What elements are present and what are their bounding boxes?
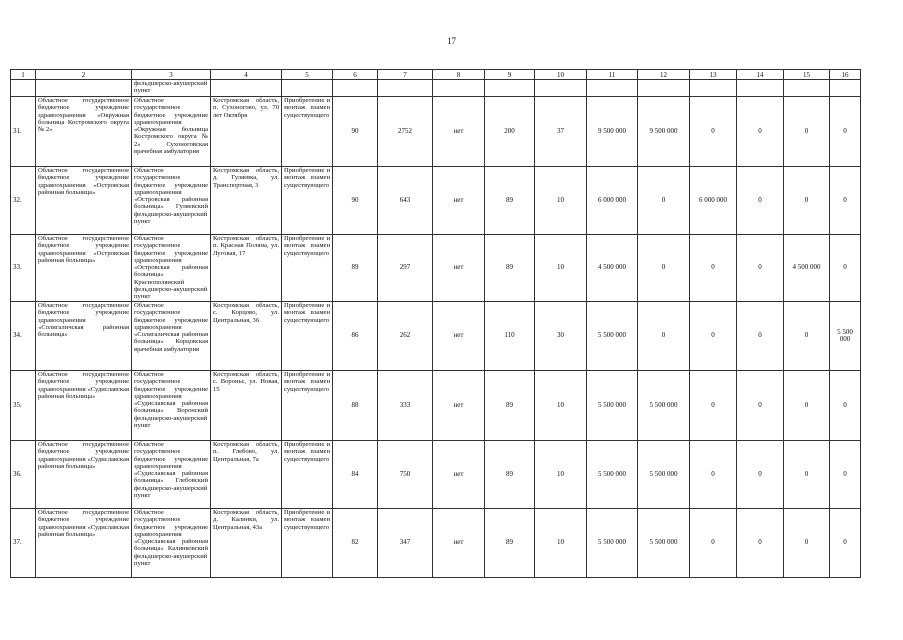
page-number: 17 [447,36,456,46]
cell-c13: 6 000 000 [690,167,737,235]
cell-c12: 5 500 000 [638,441,690,509]
cell-c6: 90 [333,167,378,235]
cell-c13: 0 [690,235,737,302]
organization: Областное государственное бюджетное учреждение здравоохранения «Судиславская районная больница» [36,509,132,578]
cell-c8: нет [433,441,485,509]
facilities-table [10,69,861,578]
address: Костромская область, п. Сухоногово, ул. 70 лет Октября [211,97,282,167]
cell-c12: 0 [638,302,690,371]
cell-c13: 0 [690,441,737,509]
row-index: 37. [11,509,36,578]
organization: Областное государственное бюджетное учреждение здравоохранения «Островская районная больница» [36,235,132,302]
cell-c15: 0 [784,441,830,509]
cell-c15: 0 [784,167,830,235]
cell-c10: 37 [535,97,587,167]
cell-c16: 0 [830,235,861,302]
organization: Областное государственное бюджетное учреждение здравоохранения «Солигаличская районная больница» [36,302,132,371]
cell-c16: 5 500 000 [830,302,861,371]
cell-c16: 0 [830,371,861,441]
column-number-row [11,70,861,80]
cell-c12: 5 500 000 [638,509,690,578]
cell-c6: 89 [333,235,378,302]
facility: Областное государственное бюджетное учреждение здравоохранения «Островская районная больница» Гуляевский фельдшерско-акушерский пункт [132,167,211,235]
column-number: 12 [638,70,690,80]
cell-c10: 10 [535,371,587,441]
work-type: Приобретение и монтаж взамен существующего [282,509,333,578]
cell-c8: нет [433,97,485,167]
cell-c9: 110 [485,302,535,371]
cell-c6: 90 [333,97,378,167]
cell-c14: 0 [737,302,784,371]
organization: Областное государственное бюджетное учреждение здравоохранения «Судиславская районная больница» [36,441,132,509]
cell-c13: 0 [690,302,737,371]
work-type: Приобретение и монтаж взамен существующего [282,441,333,509]
address: Костромская область, п. Красная Поляна, ул. Луговая, 17 [211,235,282,302]
facility: Областное государственное бюджетное учреждение здравоохранения «Судиславская районная больница» Воронский фельдшерско-акушерский пункт [132,371,211,441]
cell-c7: 297 [378,235,433,302]
cell-c12: 0 [638,235,690,302]
cell-c10: 10 [535,235,587,302]
cell-c10: 10 [535,509,587,578]
address: Костромская область, д. Калинки, ул. Центральная, 43а [211,509,282,578]
address: Костромская область, с. Корцово, ул. Центральная, 36 [211,302,282,371]
cell-c14: 0 [737,371,784,441]
cell-c14: 0 [737,509,784,578]
facility: Областное государственное бюджетное учреждение здравоохранения «Солигаличская районная больница» Корцовская врачебная амбулатория [132,302,211,371]
address: Костромская область, п. Глебово, ул. Центральная, 7а [211,441,282,509]
table-row [11,441,861,509]
column-number: 10 [535,70,587,80]
cell-c6: 86 [333,302,378,371]
row-index: 32. [11,167,36,235]
cell-c11: 5 500 000 [587,371,638,441]
organization: Областное государственное бюджетное учреждение здравоохранения «Окружная больница Костромского округа № 2» [36,97,132,167]
work-type: Приобретение и монтаж взамен существующего [282,167,333,235]
table-row [11,235,861,302]
cell-c8: нет [433,167,485,235]
table-row [11,167,861,235]
cell-c14: 0 [737,97,784,167]
continued-text: фельдшерско-акушерский пункт [132,80,211,97]
column-number: 13 [690,70,737,80]
column-number: 9 [485,70,535,80]
cell-c11: 5 500 000 [587,302,638,371]
cell-c9: 89 [485,509,535,578]
cell-c9: 89 [485,167,535,235]
row-index: 31. [11,97,36,167]
cell-c11: 5 500 000 [587,441,638,509]
cell-c13: 0 [690,371,737,441]
cell-c7: 750 [378,441,433,509]
column-number: 4 [211,70,282,80]
cell-c12: 5 500 000 [638,371,690,441]
column-number: 5 [282,70,333,80]
cell-c9: 200 [485,97,535,167]
cell-c8: нет [433,235,485,302]
column-number: 14 [737,70,784,80]
cell-c7: 2752 [378,97,433,167]
table-row [11,302,861,371]
column-number: 16 [830,70,861,80]
column-number: 15 [784,70,830,80]
cell-c11: 6 000 000 [587,167,638,235]
cell-c16: 0 [830,97,861,167]
column-number: 2 [36,70,132,80]
cell-c9: 89 [485,235,535,302]
work-type: Приобретение и монтаж взамен существующего [282,235,333,302]
row-index: 33. [11,235,36,302]
facility: Областное государственное бюджетное учреждение здравоохранения «Судиславская районная больница» Калинковский фельдшерско-акушерский пункт [132,509,211,578]
row-index: 35. [11,371,36,441]
cell-c6: 84 [333,441,378,509]
column-number: 8 [433,70,485,80]
cell-c15: 0 [784,509,830,578]
cell-c14: 0 [737,167,784,235]
organization: Областное государственное бюджетное учреждение здравоохранения «Судиславская районная больница» [36,371,132,441]
cell-c15: 0 [784,97,830,167]
cell-c11: 5 500 000 [587,509,638,578]
cell-c15: 0 [784,302,830,371]
cell-c16: 0 [830,441,861,509]
cell-c14: 0 [737,235,784,302]
cell-c12: 0 [638,167,690,235]
cell-c12: 9 500 000 [638,97,690,167]
cell-c6: 88 [333,371,378,441]
cell-c15: 4 500 000 [784,235,830,302]
cell-c9: 89 [485,371,535,441]
row-index: 34. [11,302,36,371]
row-index: 36. [11,441,36,509]
cell-c7: 333 [378,371,433,441]
address: Костромская область, д. Гуляевка, ул. Транспортная, 3 [211,167,282,235]
cell-c14: 0 [737,441,784,509]
work-type: Приобретение и монтаж взамен существующего [282,302,333,371]
column-number: 1 [11,70,36,80]
table-row [11,97,861,167]
work-type: Приобретение и монтаж взамен существующего [282,97,333,167]
cell-c11: 9 500 000 [587,97,638,167]
cell-c8: нет [433,302,485,371]
column-number: 7 [378,70,433,80]
cell-c8: нет [433,509,485,578]
cell-c10: 30 [535,302,587,371]
cell-c7: 347 [378,509,433,578]
cell-c13: 0 [690,97,737,167]
work-type: Приобретение и монтаж взамен существующего [282,371,333,441]
organization: Областное государственное бюджетное учреждение здравоохранения «Островская районная больница» [36,167,132,235]
column-number: 6 [333,70,378,80]
cell-c16: 0 [830,167,861,235]
table-row [11,509,861,578]
table-row [11,371,861,441]
cell-c15: 0 [784,371,830,441]
facility: Областное государственное бюджетное учреждение здравоохранения «Окружная больница Костромского округа № 2» Сухоноговская врачебная амбулатория [132,97,211,167]
cell-c7: 262 [378,302,433,371]
address: Костромская область, с. Вороньє, ул. Новая, 15 [211,371,282,441]
column-number: 3 [132,70,211,80]
cell-c7: 643 [378,167,433,235]
cell-c10: 10 [535,167,587,235]
cell-c13: 0 [690,509,737,578]
cell-c6: 82 [333,509,378,578]
cell-c11: 4 500 000 [587,235,638,302]
cell-c10: 10 [535,441,587,509]
facility: Областное государственное бюджетное учреждение здравоохранения «Судиславская районная больница» Глебовский фельдшерско-акушерский пункт [132,441,211,509]
cell-c9: 89 [485,441,535,509]
column-number: 11 [587,70,638,80]
continuation-row [11,80,861,97]
cell-c8: нет [433,371,485,441]
facility: Областное государственное бюджетное учреждение здравоохранения «Островская районная больница» Краснополянский фельдшерско-акушерский пункт [132,235,211,302]
cell-c16: 0 [830,509,861,578]
